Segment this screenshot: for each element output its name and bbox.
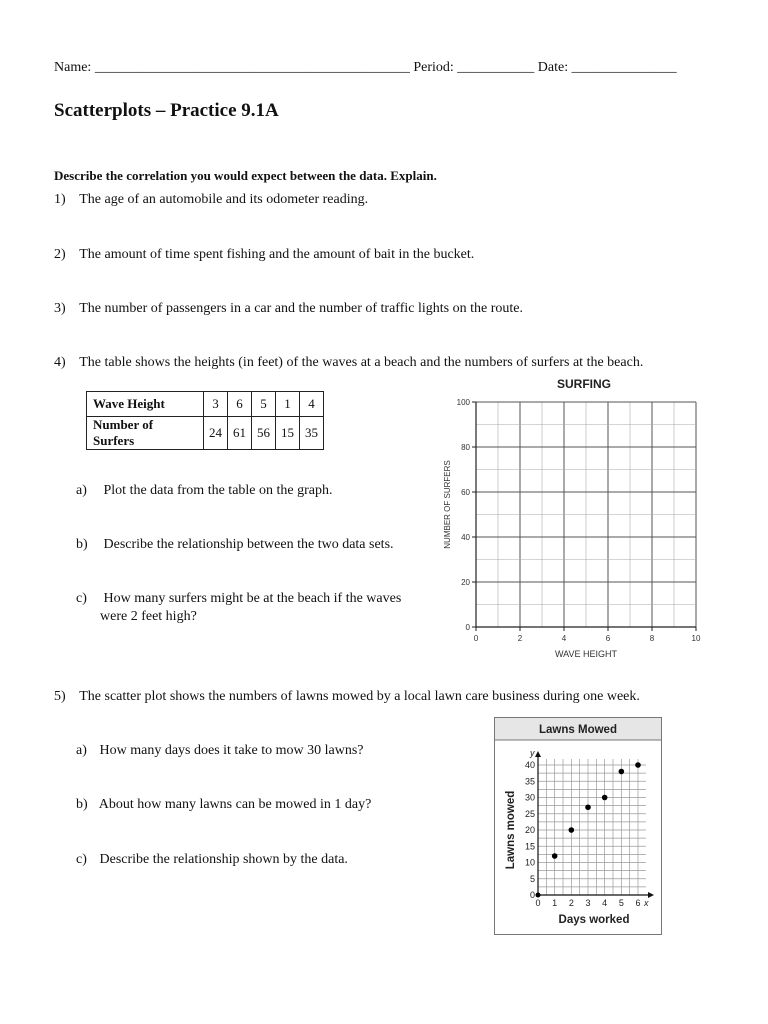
- lawns-mowed-chart: [494, 717, 662, 935]
- part-letter: b): [76, 797, 88, 812]
- x-tick-label: 5: [618, 898, 624, 908]
- x-tick-label: 2: [568, 898, 574, 908]
- question-3: [54, 300, 523, 317]
- student-info-line: [54, 60, 677, 76]
- date-field[interactable]: _______________: [571, 60, 677, 75]
- table-cell: 6: [228, 392, 252, 417]
- x-tick-label: 4: [561, 634, 567, 643]
- data-point: [602, 795, 608, 801]
- wave-surfer-table: [86, 391, 324, 450]
- table-cell: 35: [300, 417, 324, 450]
- instructions: Describe the correlation you would expect between the data. Explain.: [54, 168, 437, 183]
- surfing-chart: [430, 372, 720, 662]
- data-point: [635, 762, 641, 768]
- question-text: The table shows the heights (in feet) of the waves at a beach and the numbers of surfers at the beach.: [79, 355, 644, 370]
- y-tick-label: 20: [461, 578, 470, 587]
- part-letter: b): [76, 537, 88, 552]
- y-tick-label: 30: [524, 792, 535, 803]
- y-tick-label: 20: [524, 825, 535, 835]
- table-cell: 15: [276, 417, 300, 450]
- x-tick-label: 2: [517, 634, 523, 643]
- question-2: [54, 246, 474, 263]
- name-label: Name:: [54, 60, 92, 75]
- question-4c-continued: were 2 feet high?: [100, 609, 197, 624]
- part-text: About how many lawns can be mowed in 1 day?: [98, 797, 372, 812]
- question-4c: [76, 590, 401, 607]
- name-field[interactable]: _____________________________________________: [94, 60, 410, 75]
- chart-title: Lawns Mowed: [539, 724, 617, 736]
- table-row: [87, 392, 324, 417]
- table-cell: 1: [276, 392, 300, 417]
- y-tick-label: 10: [524, 857, 535, 868]
- part-letter: c): [76, 852, 87, 867]
- table-row: [87, 417, 324, 450]
- x-tick-label: 0: [473, 634, 479, 643]
- y-tick-label: 60: [461, 488, 470, 497]
- question-number: 2): [54, 247, 66, 262]
- y-axis-label: NUMBER OF SURFERS: [443, 460, 452, 549]
- question-number: 3): [54, 301, 66, 316]
- chart-title: SURFING: [557, 377, 611, 391]
- part-text: How many days does it take to mow 30 lawns?: [99, 743, 364, 758]
- y-tick-label: 0: [529, 890, 535, 900]
- question-number: 4): [54, 355, 66, 370]
- question-1: [54, 191, 368, 208]
- y-tick-label: 100: [456, 398, 470, 407]
- part-letter: c): [76, 591, 87, 606]
- question-5: [54, 688, 640, 705]
- y-tick-label: 0: [465, 623, 470, 632]
- part-text: Plot the data from the table on the graph.: [103, 483, 333, 498]
- question-text: The scatter plot shows the numbers of lawns mowed by a local lawn care business during one week.: [79, 689, 640, 704]
- row-header: Number of Surfers: [87, 417, 204, 450]
- question-number: 1): [54, 192, 66, 207]
- x-tick-label: 1: [552, 898, 558, 908]
- y-tick-label: 40: [524, 760, 535, 770]
- table-cell: 3: [204, 392, 228, 417]
- x-axis-label: Days worked: [558, 914, 630, 926]
- worksheet-title: Scatterplots – Practice 9.1A: [54, 100, 279, 121]
- y-tick-label: 25: [524, 808, 535, 819]
- x-tick-label: 6: [605, 634, 611, 643]
- x-axis-letter: x: [644, 898, 649, 908]
- question-5c: [76, 851, 348, 868]
- question-text: The amount of time spent fishing and the amount of bait in the bucket.: [79, 247, 475, 262]
- table-cell: 24: [204, 417, 228, 450]
- part-letter: a): [76, 743, 87, 758]
- x-tick-label: 3: [585, 898, 591, 908]
- x-tick-label: 8: [649, 634, 655, 643]
- table-cell: 5: [252, 392, 276, 417]
- date-label: Date:: [537, 60, 569, 75]
- question-5b: [76, 796, 371, 813]
- part-text: How many surfers might be at the beach if the waves: [103, 591, 402, 606]
- x-tick-label: 4: [602, 898, 608, 908]
- data-point: [569, 827, 575, 833]
- data-point: [619, 769, 625, 775]
- y-axis-label: Lawns mowed: [505, 790, 517, 870]
- period-label: Period:: [413, 60, 454, 75]
- x-axis-label: WAVE HEIGHT: [554, 649, 618, 659]
- table-cell: 56: [252, 417, 276, 450]
- question-5a: [76, 742, 364, 759]
- row-header: Wave Height: [87, 392, 204, 417]
- y-tick-label: 40: [461, 533, 470, 542]
- period-field[interactable]: ___________: [457, 60, 535, 75]
- y-tick-label: 80: [461, 443, 470, 452]
- y-tick-label: 35: [524, 776, 535, 787]
- x-tick-label: 0: [535, 898, 541, 908]
- x-tick-label: 6: [635, 898, 641, 908]
- question-4b: [76, 536, 394, 553]
- part-text: Describe the relationship between the two data sets.: [103, 537, 394, 552]
- question-number: 5): [54, 689, 66, 704]
- data-point: [585, 804, 591, 810]
- part-letter: a): [76, 483, 87, 498]
- table-cell: 61: [228, 417, 252, 450]
- question-4: [54, 354, 643, 371]
- question-text: The age of an automobile and its odometer reading.: [79, 192, 369, 207]
- y-tick-label: 15: [524, 841, 535, 852]
- y-axis-letter: y: [530, 748, 535, 758]
- x-tick-label: 10: [691, 634, 701, 643]
- origin-dot: [536, 893, 541, 898]
- y-tick-label: 5: [529, 873, 535, 884]
- data-point: [552, 853, 558, 859]
- part-text: Describe the relationship shown by the data.: [99, 852, 348, 867]
- question-4a: [76, 482, 333, 499]
- question-text: The number of passengers in a car and the number of traffic lights on the route.: [79, 301, 523, 316]
- table-cell: 4: [300, 392, 324, 417]
